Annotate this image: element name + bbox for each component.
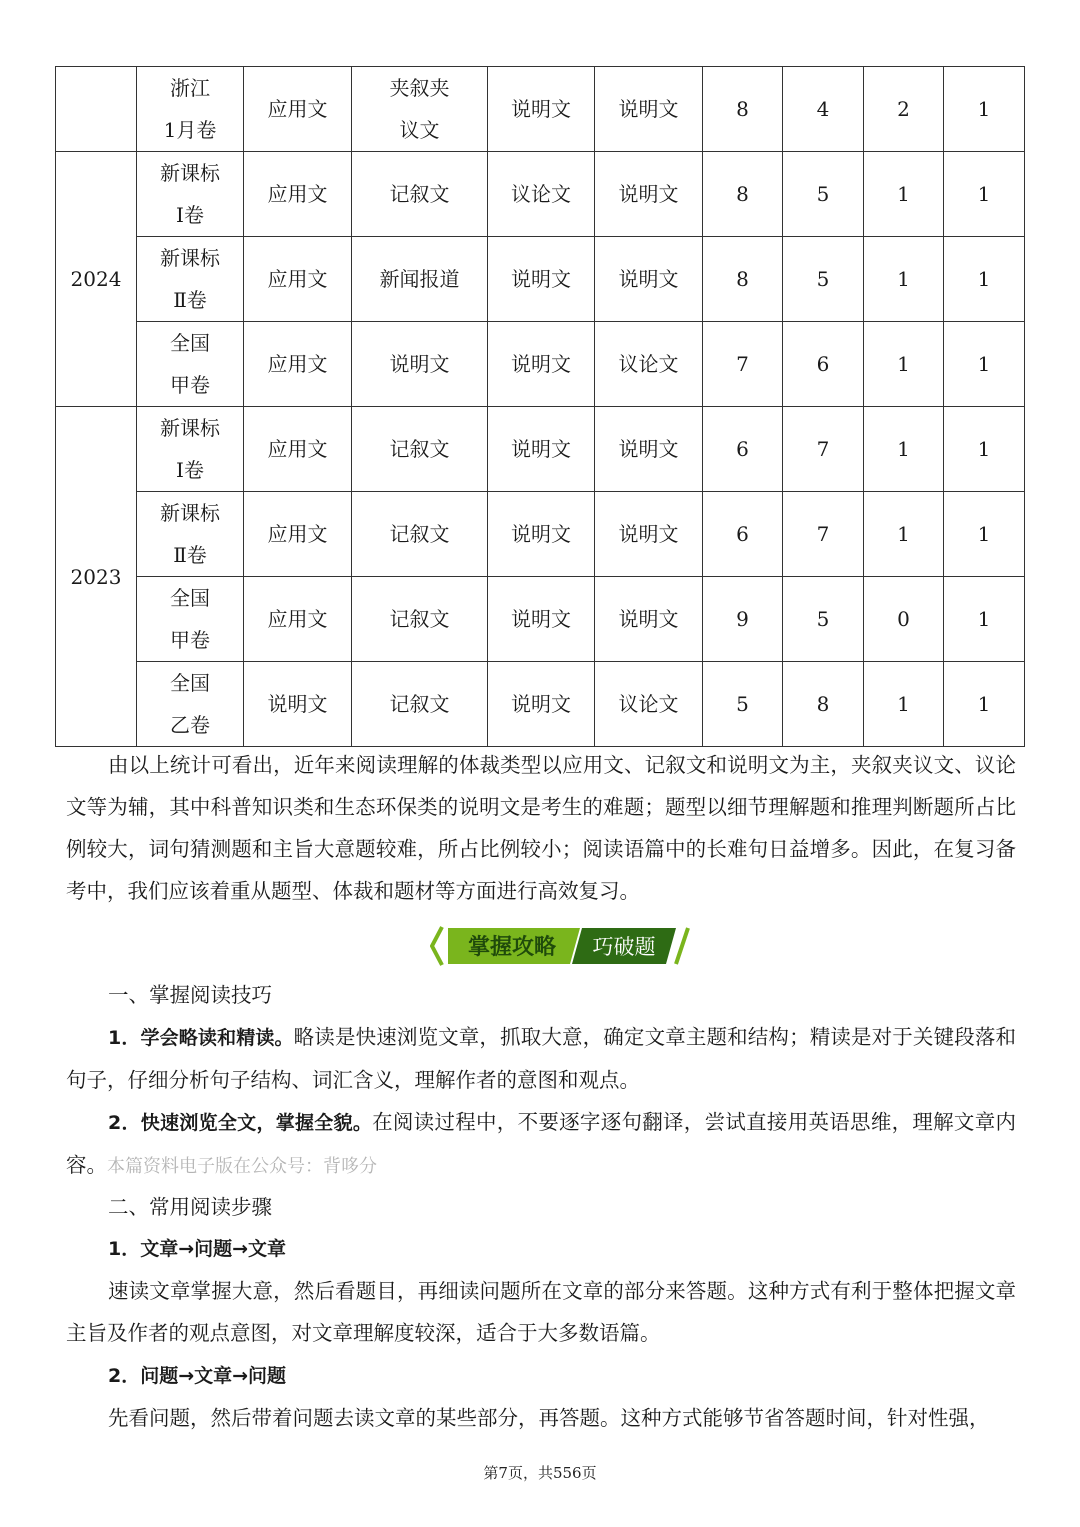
- table-cell: 5: [783, 237, 864, 322]
- table-cell: 应用文: [244, 492, 352, 577]
- tip-1-text: 略读是快速浏览文章，抓取大意，确定文章主题和结构；精读是对于关键段落和句子，仔细分析句子结构、词汇含义，理解作者的意图和观点。: [66, 1025, 1016, 1092]
- table-cell: 8: [703, 237, 783, 322]
- table-cell: 说明文: [488, 577, 595, 662]
- table-cell: 议论文: [595, 322, 703, 407]
- table-cell: 说明文: [595, 152, 703, 237]
- paper-line: 全国: [170, 331, 210, 355]
- paper-line: Ⅰ卷: [176, 458, 204, 482]
- table-cell: 2: [864, 67, 944, 152]
- table-cell: 4: [783, 67, 864, 152]
- table-cell: 1: [944, 67, 1025, 152]
- table-cell: 议论文: [595, 662, 703, 747]
- tip-2: [66, 1101, 1016, 1188]
- page-footer: 第7页，共556页: [483, 1464, 597, 1482]
- table-cell: 0: [864, 577, 944, 662]
- table-cell: 应用文: [244, 577, 352, 662]
- table-cell: 1: [944, 322, 1025, 407]
- table-cell: 5: [783, 577, 864, 662]
- paper-cell: [137, 407, 244, 492]
- table-cell: 说明文: [488, 237, 595, 322]
- table-cell: 6: [783, 322, 864, 407]
- table-row: [56, 322, 1025, 407]
- section-banner: [430, 924, 692, 968]
- paper-line: 甲卷: [170, 373, 210, 397]
- table-cell: 说明文: [595, 407, 703, 492]
- table-cell: 1: [864, 662, 944, 747]
- tip-2-title: 2．快速浏览全文，掌握全貌。: [108, 1112, 373, 1134]
- table-cell: 7: [703, 322, 783, 407]
- right-slash-icon: [676, 928, 688, 964]
- table-cell: 8: [703, 67, 783, 152]
- table-cell: 5: [703, 662, 783, 747]
- table-cell: 说明文: [352, 322, 488, 407]
- section1-heading: 一、掌握阅读技巧: [108, 983, 272, 1007]
- table-cell: 应用文: [244, 152, 352, 237]
- step-1-text: 速读文章掌握大意，然后看题目，再细读问题所在文章的部分来答题。这种方式有利于整体把握文章主旨及作者的观点意图，对文章理解度较深，适合于大多数语篇。: [66, 1279, 1016, 1345]
- paper-cell: [137, 237, 244, 322]
- table-cell: 1: [864, 237, 944, 322]
- year-cell: 2024: [56, 152, 137, 407]
- table-cell: 8: [783, 662, 864, 747]
- table-cell: 记叙文: [352, 577, 488, 662]
- watermark-text: 本篇资料电子版在公众号：背哆分: [107, 1156, 377, 1177]
- table-cell: 5: [783, 152, 864, 237]
- tip-2-text: 在阅读过程中，不要逐字逐句翻译，尝试直接用英语思维，理解文章内容。: [66, 1110, 1016, 1177]
- table-row: [56, 237, 1025, 322]
- table-row: [56, 662, 1025, 747]
- table-cell: 说明文: [595, 67, 703, 152]
- paper-line: 浙江: [170, 76, 210, 100]
- tip-1: [66, 1016, 1016, 1101]
- paper-line: 全国: [170, 671, 210, 695]
- table-cell: 记叙文: [352, 152, 488, 237]
- paper-cell: [137, 492, 244, 577]
- banner-left-text: 掌握攻略: [467, 935, 557, 960]
- paper-line: 新课标: [160, 416, 220, 440]
- table-cell: 1: [944, 577, 1025, 662]
- table-row: [56, 492, 1025, 577]
- table-cell: 6: [703, 492, 783, 577]
- table-cell: 1: [864, 152, 944, 237]
- table-cell: 说明文: [488, 662, 595, 747]
- table-cell: 说明文: [244, 662, 352, 747]
- table-cell: 应用文: [244, 322, 352, 407]
- table-cell: 6: [703, 407, 783, 492]
- table-cell: 应用文: [244, 237, 352, 322]
- paper-cell: [137, 322, 244, 407]
- paper-line: Ⅱ卷: [173, 288, 207, 312]
- paper-line: 甲卷: [170, 628, 210, 652]
- table-cell: 说明文: [595, 577, 703, 662]
- table-row: [56, 67, 1025, 152]
- step-2-text: 先看问题，然后带着问题去读文章的某些部分，再答题。这种方式能够节省答题时间，针对性强，: [108, 1406, 990, 1430]
- section2-heading: 二、常用阅读步骤: [108, 1195, 272, 1219]
- table-cell: 记叙文: [352, 407, 488, 492]
- table-cell: 说明文: [488, 492, 595, 577]
- step-2-title: 2．问题→文章→问题: [108, 1365, 287, 1387]
- table-cell: 应用文: [244, 407, 352, 492]
- table-cell: 8: [703, 152, 783, 237]
- table-cell: 1: [944, 237, 1025, 322]
- table-cell: 夹叙夹 议文: [352, 67, 488, 152]
- paper-cell: [137, 152, 244, 237]
- table-cell: 7: [783, 407, 864, 492]
- paper-cell: [137, 577, 244, 662]
- table-cell: 1: [944, 662, 1025, 747]
- table-cell: 9: [703, 577, 783, 662]
- paper-line: Ⅱ卷: [173, 543, 207, 567]
- table-cell: 应用文: [244, 67, 352, 152]
- table-cell: 说明文: [488, 67, 595, 152]
- paper-line: 全国: [170, 586, 210, 610]
- table-row: [56, 152, 1025, 237]
- table-cell: 记叙文: [352, 492, 488, 577]
- paper-line: 新课标: [160, 501, 220, 525]
- exam-stats-table: [55, 66, 1025, 747]
- table-cell: 记叙文: [352, 662, 488, 747]
- table-cell: 1: [864, 322, 944, 407]
- paper-cell: [137, 67, 244, 152]
- paper-line: 1月卷: [163, 118, 217, 142]
- left-chevron-icon: [432, 927, 442, 965]
- year-cell: [56, 67, 137, 152]
- paper-line: 新课标: [160, 161, 220, 185]
- tip-1-title: 1．学会略读和精读。: [108, 1027, 294, 1049]
- year-cell: 2023: [56, 407, 137, 747]
- table-cell: 说明文: [488, 322, 595, 407]
- table-row: [56, 577, 1025, 662]
- paper-line: Ⅰ卷: [176, 203, 204, 227]
- paper-line: 乙卷: [170, 713, 210, 737]
- step-1-title: 1．文章→问题→文章: [108, 1238, 287, 1260]
- table-cell: 1: [864, 407, 944, 492]
- table-cell: 说明文: [488, 407, 595, 492]
- table-cell: 新闻报道: [352, 237, 488, 322]
- summary-paragraph: 由以上统计可看出，近年来阅读理解的体裁类型以应用文、记叙文和说明文为主，夹叙夹议文、议论文等为辅，其中科普知识类和生态环保类的说明文是考生的难题；题型以细节理解题和推理判断题所占比例较大，词句猜测题和主旨大意题较难，所占比例较小；阅读语篇中的长难句日益增多。因此，在复习备考中，我们应该着重从题型、体裁和题材等方面进行高效复习。: [66, 753, 1016, 903]
- table-cell: 1: [944, 492, 1025, 577]
- paper-cell: [137, 662, 244, 747]
- table-cell: 1: [944, 407, 1025, 492]
- table-row: [56, 407, 1025, 492]
- paper-line: 新课标: [160, 246, 220, 270]
- table-cell: 1: [864, 492, 944, 577]
- table-cell: 说明文: [595, 237, 703, 322]
- table-cell: 1: [944, 152, 1025, 237]
- table-cell: 议论文: [488, 152, 595, 237]
- table-cell: 说明文: [595, 492, 703, 577]
- table-cell: 7: [783, 492, 864, 577]
- banner-right-text: 巧破题: [592, 935, 656, 959]
